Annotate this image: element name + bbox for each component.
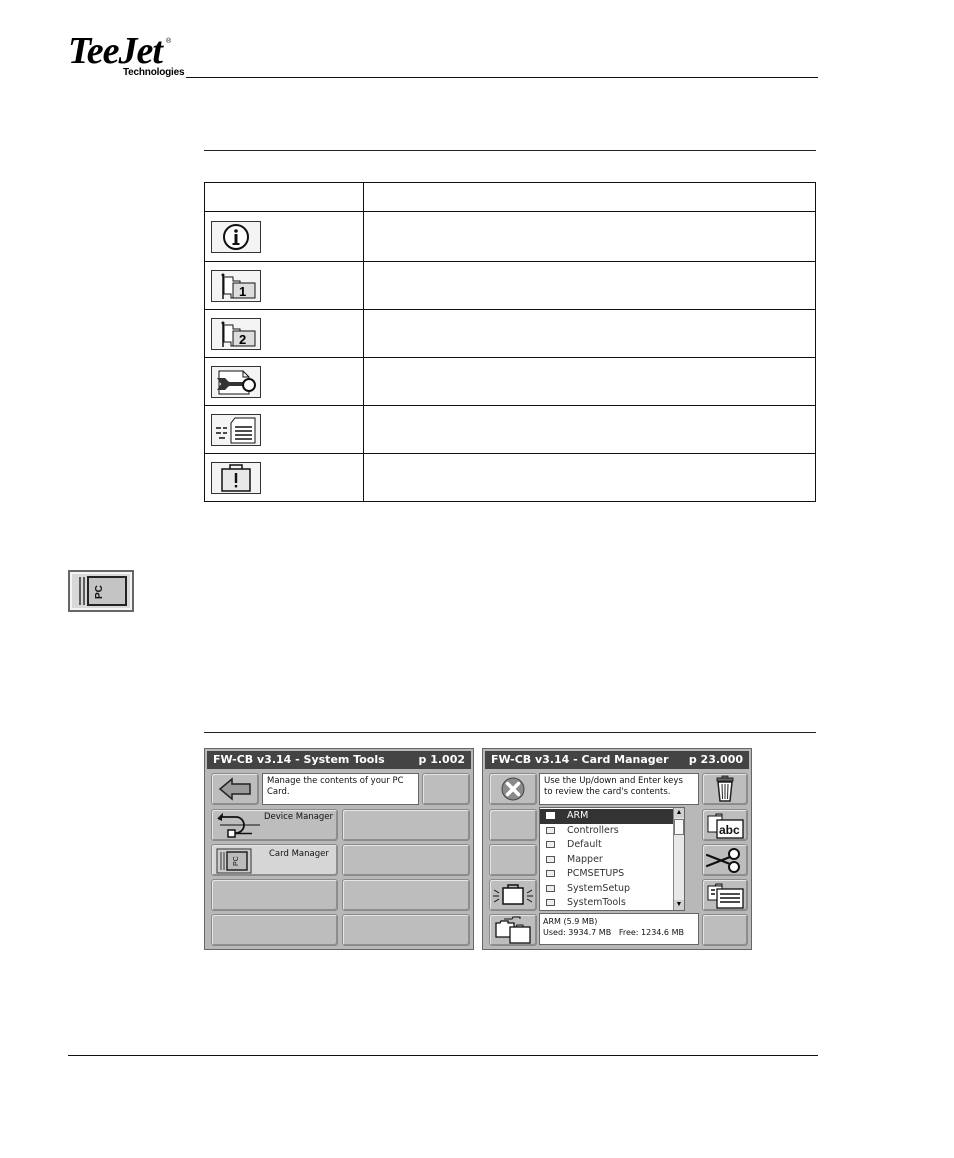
folder-icon xyxy=(546,885,555,892)
card-manager-button[interactable] xyxy=(211,844,338,876)
card-alert-icon xyxy=(490,880,536,910)
description-cell xyxy=(364,406,816,454)
page-number: p 23.000 xyxy=(688,753,743,766)
rename-label: abc xyxy=(719,823,740,837)
description-cell xyxy=(364,310,816,358)
device-manager-label: Device Manager xyxy=(264,812,334,822)
list-item-label: Mapper xyxy=(567,853,603,865)
folder-icon xyxy=(546,899,555,906)
scissors-icon xyxy=(703,845,747,875)
system-tools-screen xyxy=(204,748,474,950)
message-box: Use the Up/down and Enter keys to review the card's contents. xyxy=(539,773,699,805)
table-row xyxy=(205,212,816,262)
paste-button[interactable] xyxy=(702,879,748,911)
description-cell xyxy=(364,454,816,502)
table-row xyxy=(205,262,816,310)
empty-button[interactable] xyxy=(489,844,537,876)
list-item-label: SystemSetup xyxy=(567,882,631,894)
page-number: p 1.002 xyxy=(418,753,465,766)
copy-folders-icon xyxy=(490,915,536,945)
registered-mark: ® xyxy=(166,38,172,45)
info-icon xyxy=(211,221,261,253)
scroll-down-icon[interactable]: ▼ xyxy=(675,901,683,908)
card-manager-icon-label: PC xyxy=(233,856,240,866)
flag-2-icon xyxy=(211,318,261,350)
device-manager-button[interactable] xyxy=(211,809,338,841)
pc-card-icon xyxy=(68,570,134,612)
list-item-label: SystemTools xyxy=(567,897,626,908)
empty-button-top[interactable] xyxy=(422,773,470,805)
cancel-x-icon xyxy=(490,774,536,804)
scroll-up-icon[interactable]: ▲ xyxy=(675,809,683,816)
table-row xyxy=(205,454,816,502)
section-rule-screens xyxy=(204,732,816,733)
empty-button[interactable] xyxy=(342,879,470,911)
folder-expand-icon xyxy=(546,812,555,819)
header-rule xyxy=(186,77,818,78)
description-cell xyxy=(364,212,816,262)
section-rule-top xyxy=(204,150,816,151)
list-item[interactable] xyxy=(540,882,676,897)
list-item[interactable] xyxy=(540,896,676,911)
empty-button[interactable] xyxy=(342,914,470,946)
list-item[interactable] xyxy=(540,838,676,853)
list-item-label: Controllers xyxy=(567,824,619,836)
alert-card-icon xyxy=(211,462,261,494)
card-usage: Used: 3934.7 MB Free: 1234.6 MB xyxy=(543,928,684,937)
folder-icon xyxy=(546,841,555,848)
card-manager-screen xyxy=(482,748,752,950)
cancel-button[interactable] xyxy=(489,773,537,805)
list-item[interactable] xyxy=(540,809,676,824)
usb-device-icon xyxy=(214,811,262,841)
description-column-header xyxy=(364,183,816,212)
card-status-button[interactable] xyxy=(489,879,537,911)
flag-1-icon xyxy=(211,270,261,302)
folder-icon xyxy=(546,827,555,834)
brand-subtitle: Technologies xyxy=(123,67,185,78)
document-list-icon xyxy=(211,414,261,446)
list-scrollbar[interactable] xyxy=(673,808,684,910)
selected-item-size: ARM (5.9 MB) xyxy=(543,917,598,926)
list-item-label: PCMSETUPS xyxy=(567,868,625,879)
list-item[interactable] xyxy=(540,824,676,839)
card-contents-list[interactable] xyxy=(539,807,685,911)
table-row xyxy=(205,310,816,358)
rename-button[interactable] xyxy=(702,809,748,841)
empty-button[interactable] xyxy=(211,914,338,946)
svg-text:1: 1 xyxy=(239,283,247,299)
screen-title: FW-CB v3.14 - Card Manager xyxy=(491,753,669,766)
empty-button[interactable] xyxy=(342,844,470,876)
rename-abc-icon xyxy=(703,810,747,840)
svg-text:2: 2 xyxy=(239,331,247,347)
empty-button[interactable] xyxy=(211,879,338,911)
description-cell xyxy=(364,358,816,406)
brand-name: TeeJet xyxy=(68,30,162,72)
description-cell xyxy=(364,262,816,310)
trash-icon xyxy=(703,774,747,804)
system-tools-titlebar xyxy=(207,751,471,769)
screen-title: FW-CB v3.14 - System Tools xyxy=(213,753,385,766)
footer-rule xyxy=(68,1055,818,1056)
wrench-report-icon xyxy=(211,366,261,398)
copy-button[interactable] xyxy=(489,914,537,946)
list-item-label: Default xyxy=(567,839,602,850)
back-arrow-icon xyxy=(212,774,258,804)
pc-card-small-icon xyxy=(216,848,252,874)
teejet-logo xyxy=(68,32,198,82)
cut-button[interactable] xyxy=(702,844,748,876)
list-item[interactable] xyxy=(540,853,676,868)
message-box: Manage the contents of your PC Card. xyxy=(262,773,419,805)
paste-document-icon xyxy=(703,880,747,910)
table-row xyxy=(205,358,816,406)
list-items xyxy=(540,808,684,911)
card-manager-label: Card Manager xyxy=(269,849,329,859)
folder-icon xyxy=(546,856,555,863)
icon-column-header xyxy=(205,183,364,212)
back-button[interactable] xyxy=(211,773,259,805)
empty-button[interactable] xyxy=(489,809,537,841)
icon-table xyxy=(204,182,816,502)
list-item[interactable] xyxy=(540,867,676,882)
list-item-label: ARM xyxy=(567,810,589,821)
table-row xyxy=(205,406,816,454)
status-box xyxy=(539,913,699,945)
icon-table-header xyxy=(205,183,816,212)
delete-button[interactable] xyxy=(702,773,748,805)
folder-icon xyxy=(546,870,555,877)
empty-button[interactable] xyxy=(342,809,470,841)
card-manager-titlebar xyxy=(485,751,749,769)
empty-button[interactable] xyxy=(702,914,748,946)
scroll-thumb[interactable] xyxy=(674,819,684,835)
svg-text:PC: PC xyxy=(94,585,105,599)
